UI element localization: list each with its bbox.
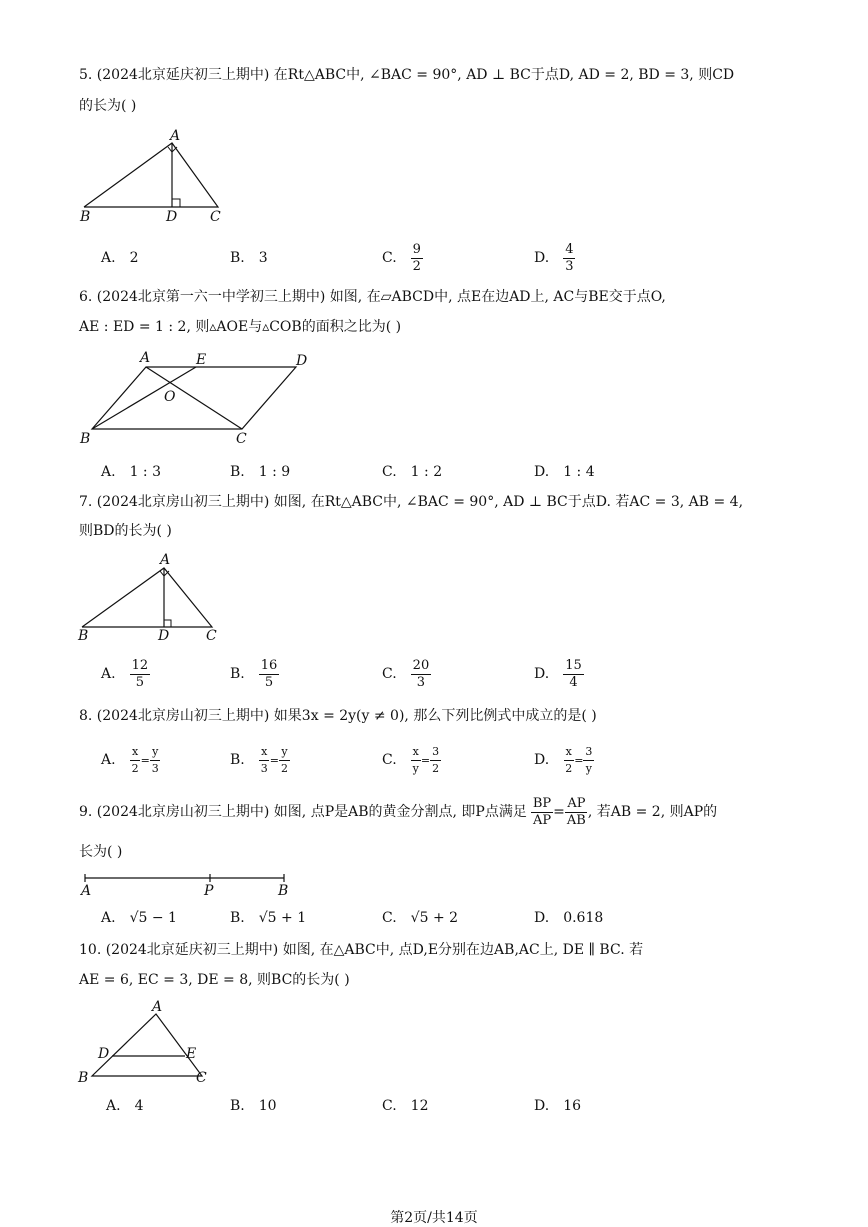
q10-option-b[interactable]: B. 10 bbox=[230, 1098, 277, 1114]
q10-label-a: A bbox=[152, 999, 163, 1015]
q10-stem-line2: AE = 6, EC = 3, DE = 8, 则BC的长为( ) bbox=[79, 972, 350, 988]
q5-label-b: B bbox=[80, 209, 91, 225]
q10-label-c: C bbox=[196, 1070, 207, 1086]
q10-label-b: B bbox=[78, 1070, 89, 1086]
q9-option-c[interactable]: C. √5 + 2 bbox=[382, 910, 459, 926]
q10-label-d: D bbox=[98, 1046, 110, 1062]
q10-options bbox=[0, 1086, 868, 1126]
q9-option-b[interactable]: B. √5 + 1 bbox=[230, 910, 307, 926]
q7-option-b[interactable]: B. $\frac{16}{5}$ bbox=[230, 657, 278, 690]
q6-stem-line2: AE : ED = 1 : 2, 则▵AOE与▵COB的面积之比为( ) bbox=[79, 319, 402, 335]
q9-stem-line2: 长为( ) bbox=[79, 844, 123, 860]
q7-options bbox=[0, 654, 868, 694]
q5-option-d[interactable]: D. $\frac{4}{3}$ bbox=[534, 241, 574, 274]
q9-label-b: B bbox=[278, 883, 289, 898]
q7-option-a[interactable]: A. $\frac{12}{5}$ bbox=[101, 657, 149, 690]
q6-option-a[interactable]: A. 1 : 3 bbox=[101, 464, 161, 480]
q5-option-c[interactable]: C. $\frac{9}{2}$ bbox=[382, 241, 421, 274]
q10-stem-line1: 10. (2024北京延庆初三上期中) 如图, 在△ABC中, 点D,E分别在边AB,AC上, DE ∥ BC. 若 bbox=[79, 942, 644, 958]
q7-figure bbox=[70, 550, 230, 645]
q5-label-c: C bbox=[210, 209, 221, 225]
q10-figure bbox=[74, 998, 224, 1090]
q6-label-o: O bbox=[164, 389, 176, 405]
q6-option-d[interactable]: D. 1 : 4 bbox=[534, 464, 595, 480]
q6-label-b: B bbox=[80, 431, 91, 447]
q7-label-c: C bbox=[206, 628, 217, 644]
q10-option-d[interactable]: D. 16 bbox=[534, 1098, 582, 1114]
q5-figure bbox=[70, 125, 240, 225]
q6-label-c: C bbox=[236, 431, 247, 447]
q9-label-a: A bbox=[81, 883, 92, 898]
q9-option-a[interactable]: A. √5 − 1 bbox=[101, 910, 177, 926]
q7-option-d[interactable]: D. $\frac{15}{4}$ bbox=[534, 657, 582, 690]
q8-stem-line1: 8. (2024北京房山初三上期中) 如果3x = 2y(y ≠ 0), 那么下列比例式中成立的是( ) bbox=[79, 708, 597, 724]
q10-option-c[interactable]: C. 12 bbox=[382, 1098, 429, 1114]
q9-options bbox=[0, 898, 868, 938]
q10-label-e: E bbox=[186, 1046, 197, 1062]
q8-option-b[interactable]: B. $\frac{x}{3}$ = $\frac{y}{2}$ bbox=[230, 744, 288, 775]
q5-label-d: D bbox=[166, 209, 178, 225]
q8-option-a[interactable]: A. $\frac{x}{2}$ = $\frac{y}{3}$ bbox=[101, 744, 159, 775]
q8-option-c[interactable]: C. $\frac{x}{y}$ = $\frac{3}{2}$ bbox=[382, 744, 440, 775]
q7-label-a: A bbox=[160, 552, 171, 568]
q6-label-a: A bbox=[140, 350, 151, 366]
q5-stem-line2: 的长为( ) bbox=[79, 98, 137, 114]
q6-stem-line1: 6. (2024北京第一六一中学初三上期中) 如图, 在▱ABCD中, 点E在边AD上, AC与BE交于点O, bbox=[79, 289, 666, 305]
q6-options bbox=[0, 452, 868, 492]
q8-option-d[interactable]: D. $\frac{x}{2}$ = $\frac{3}{y}$ bbox=[534, 744, 593, 775]
q9-figure bbox=[76, 868, 296, 898]
q9-option-d[interactable]: D. 0.618 bbox=[534, 910, 604, 926]
q9-stem-line1: 9. (2024北京房山初三上期中) 如图, 点P是AB的黄金分割点, 即P点满足 $\frac{BP}{AP}$ = $\frac{AP}{AB}$ , 若AB = 2, 则AP的 bbox=[79, 795, 718, 828]
q8-options bbox=[0, 740, 868, 780]
q5-option-b[interactable]: B. 3 bbox=[230, 250, 268, 266]
q10-option-a[interactable]: A. 4 bbox=[106, 1098, 144, 1114]
q7-option-c[interactable]: C. $\frac{20}{3}$ bbox=[382, 657, 430, 690]
q6-option-b[interactable]: B. 1 : 9 bbox=[230, 464, 291, 480]
q6-label-d: D bbox=[296, 353, 308, 369]
q6-figure bbox=[70, 345, 320, 450]
q7-stem-line2: 则BD的长为( ) bbox=[79, 523, 172, 539]
q6-label-e: E bbox=[196, 352, 207, 368]
q9-label-p: P bbox=[204, 883, 214, 898]
q5-label-a: A bbox=[170, 128, 181, 144]
q6-option-c[interactable]: C. 1 : 2 bbox=[382, 464, 443, 480]
q5-option-a[interactable]: A. 2 bbox=[101, 250, 139, 266]
q5-options bbox=[0, 238, 868, 278]
q7-stem-line1: 7. (2024北京房山初三上期中) 如图, 在Rt△ABC中, ∠BAC = 90°, AD ⊥ BC于点D. 若AC = 3, AB = 4, bbox=[79, 494, 744, 510]
q7-label-b: B bbox=[78, 628, 89, 644]
page-footer: 第2页/共14页 bbox=[390, 1210, 478, 1226]
q5-stem-line1: 5. (2024北京延庆初三上期中) 在Rt△ABC中, ∠BAC = 90°, AD ⊥ BC于点D, AD = 2, BD = 3, 则CD bbox=[79, 67, 735, 83]
q7-label-d: D bbox=[158, 628, 170, 644]
